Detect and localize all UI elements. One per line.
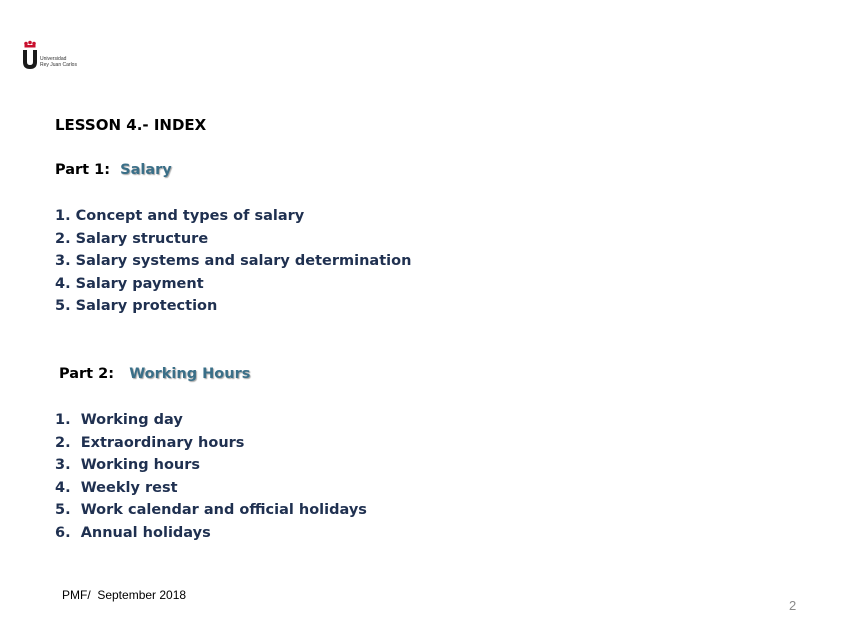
list-item: 3. Working hours [55,457,201,473]
list-item: 4. Weekly rest [55,479,178,496]
footer-text: PMF/ September 2018 [62,588,187,602]
list-item: 5. Salary protection [55,298,218,314]
list-item: 1. Working day [55,412,183,428]
part-1-list [55,205,411,318]
part-1-header [55,162,172,178]
list-item: 6. Annual holidays [55,524,211,541]
part-2-header [59,366,250,382]
urjc-crown-u-icon [20,40,40,74]
list-item: 4. Salary payment [55,275,204,292]
university-logo [20,40,100,76]
part-2-list [55,409,367,544]
part-2-prefix: Part 2: [59,366,115,382]
part-1-prefix: Part 1: [55,162,111,178]
logo-line-2: Rey Juan Carlos [40,62,77,68]
list-item: 1. Concept and types of salary [55,208,305,224]
logo-wordmark [40,56,77,68]
part-1-title: Salary [120,162,172,178]
index-heading: LESSON 4.- INDEX [55,116,207,134]
page-number: 2 [789,598,797,613]
list-item: 5. Work calendar and official holidays [55,502,367,518]
logo-line-1: Universidad [40,56,67,62]
part-2-title: Working Hours [129,366,251,382]
list-item: 2. Extraordinary hours [55,434,245,451]
list-item: 2. Salary structure [55,230,209,247]
list-item: 3. Salary systems and salary determination [55,253,412,269]
